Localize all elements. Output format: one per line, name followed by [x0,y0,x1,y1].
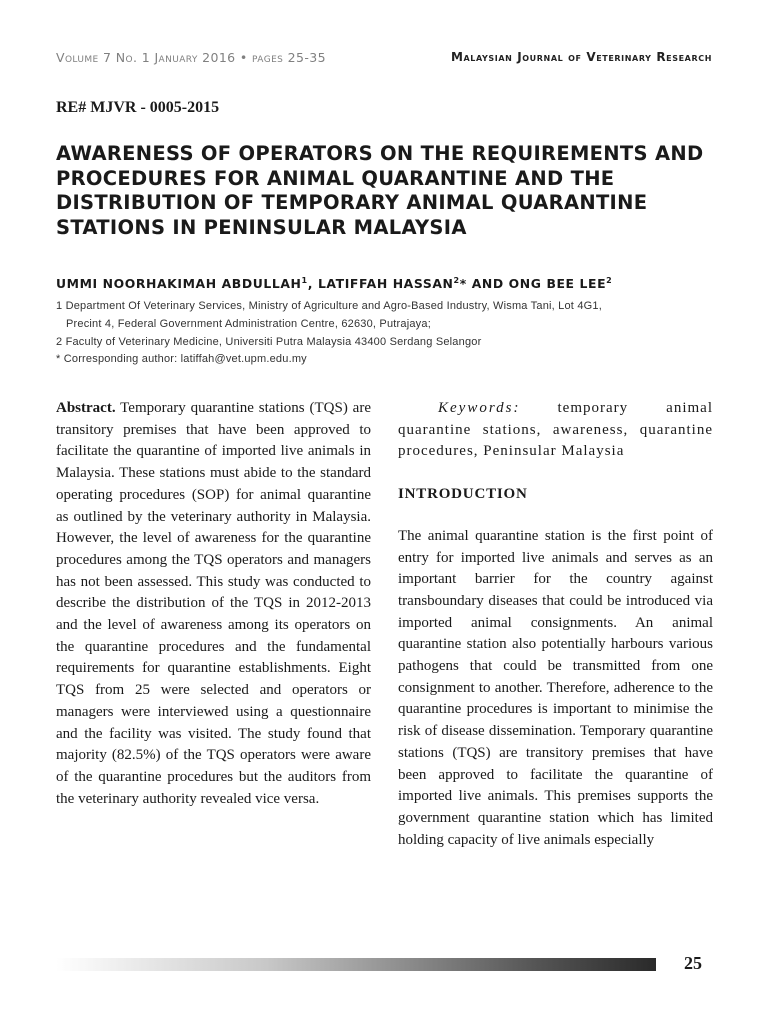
keywords-text: temporary animal quarantine stations, awareness, quarantine procedures, Peninsular Malaysia [398,400,713,460]
article-title: AWARENESS OF OPERATORS ON THE REQUIREMENTS AND PROCEDURES FOR ANIMAL QUARANTINE AND THE DISTRIBUTION OF TEMPORARY ANIMAL QUARANTINE STATIONS IN PENINSULAR MALAYSIA [56,142,704,239]
author-name: LATIFFAH HASSAN [317,276,454,291]
corresponding-author: * Corresponding author: latiffah@vet.upm.edu.my [56,353,307,365]
author-separator: AND [466,276,509,291]
affiliation-marker: 2 [453,276,460,285]
running-header [56,50,712,70]
right-column [398,398,713,851]
author-name: UMMI NOORHAKIMAH ABDULLAH [56,276,302,291]
page-number: 25 [684,953,702,973]
keywords-label: Keywords: [438,400,521,416]
corresponding-marker: * [459,276,467,291]
affiliation-marker: 1 [301,276,308,285]
affiliation-marker: 2 [606,276,613,285]
author-name: ONG BEE LEE [508,276,607,291]
affiliation-1-line-2: Precint 4, Federal Government Administration Centre, 62630, Putrajaya; [66,318,431,330]
keywords [398,398,713,463]
abstract [56,398,371,810]
introduction-heading: INTRODUCTION [398,486,528,503]
affiliation-2: 2 Faculty of Veterinary Medicine, Universiti Putra Malaysia 43400 Serdang Selangor [56,336,482,348]
footer-gradient-bar [56,958,656,971]
abstract-text: Temporary quarantine stations (TQS) are transitory premises that have been approved to facilitate the quarantine of imported live animals in Malaysia. These stations must abide to the standard operating procedures (SOP) for animal quarantine as outlined by the veterinary authority in Malaysia. However, the level of awareness for the quarantine procedures among the TQS operators and managers has not been assessed. This study was conducted to describe the distribution of the TQS in 2012-2013 and the level of awareness among its operators on the quarantine procedures and the fundamental requirements for quarantine establishments. Eight TQS from 25 were selected and operators or managers were interviewed using a questionnaire and the facility was visited. The study found that majority (82.5%) of the TQS operators were aware of the quarantine procedures but the auditors from the veterinary authority revealed vice versa. [56,400,371,807]
author-separator: , [307,276,318,291]
author-list [56,276,612,291]
reference-number: RE# MJVR - 0005-2015 [56,99,220,116]
volume-info: Volume 7 No. 1 January 2016 • pages 25-35 [56,50,326,65]
left-column [56,398,371,810]
affiliation-1-line-1: 1 Department Of Veterinary Services, Ministry of Agriculture and Agro-Based Industry, Wisma Tani, Lot 4G1, [56,300,602,312]
journal-name: Malaysian Journal of Veterinary Research [450,50,712,64]
abstract-label: Abstract. [56,400,116,416]
introduction-text: The animal quarantine station is the first point of entry for imported live animals and serves as an important barrier for the country against transboundary diseases that could be introduced via imported animal consignments. An animal quarantine station also potentially harbours various pathogens that could be transmitted from one consignment to another. Therefore, adherence to the quarantine procedures is important to minimise the risk of disease dissemination. Temporary quarantine stations (TQS) are transitory premises that have been approved to facilitate the quarantine of imported live animals. This premises supports the government quarantine station which has limited holding capacity of live animals especially [398,527,713,848]
